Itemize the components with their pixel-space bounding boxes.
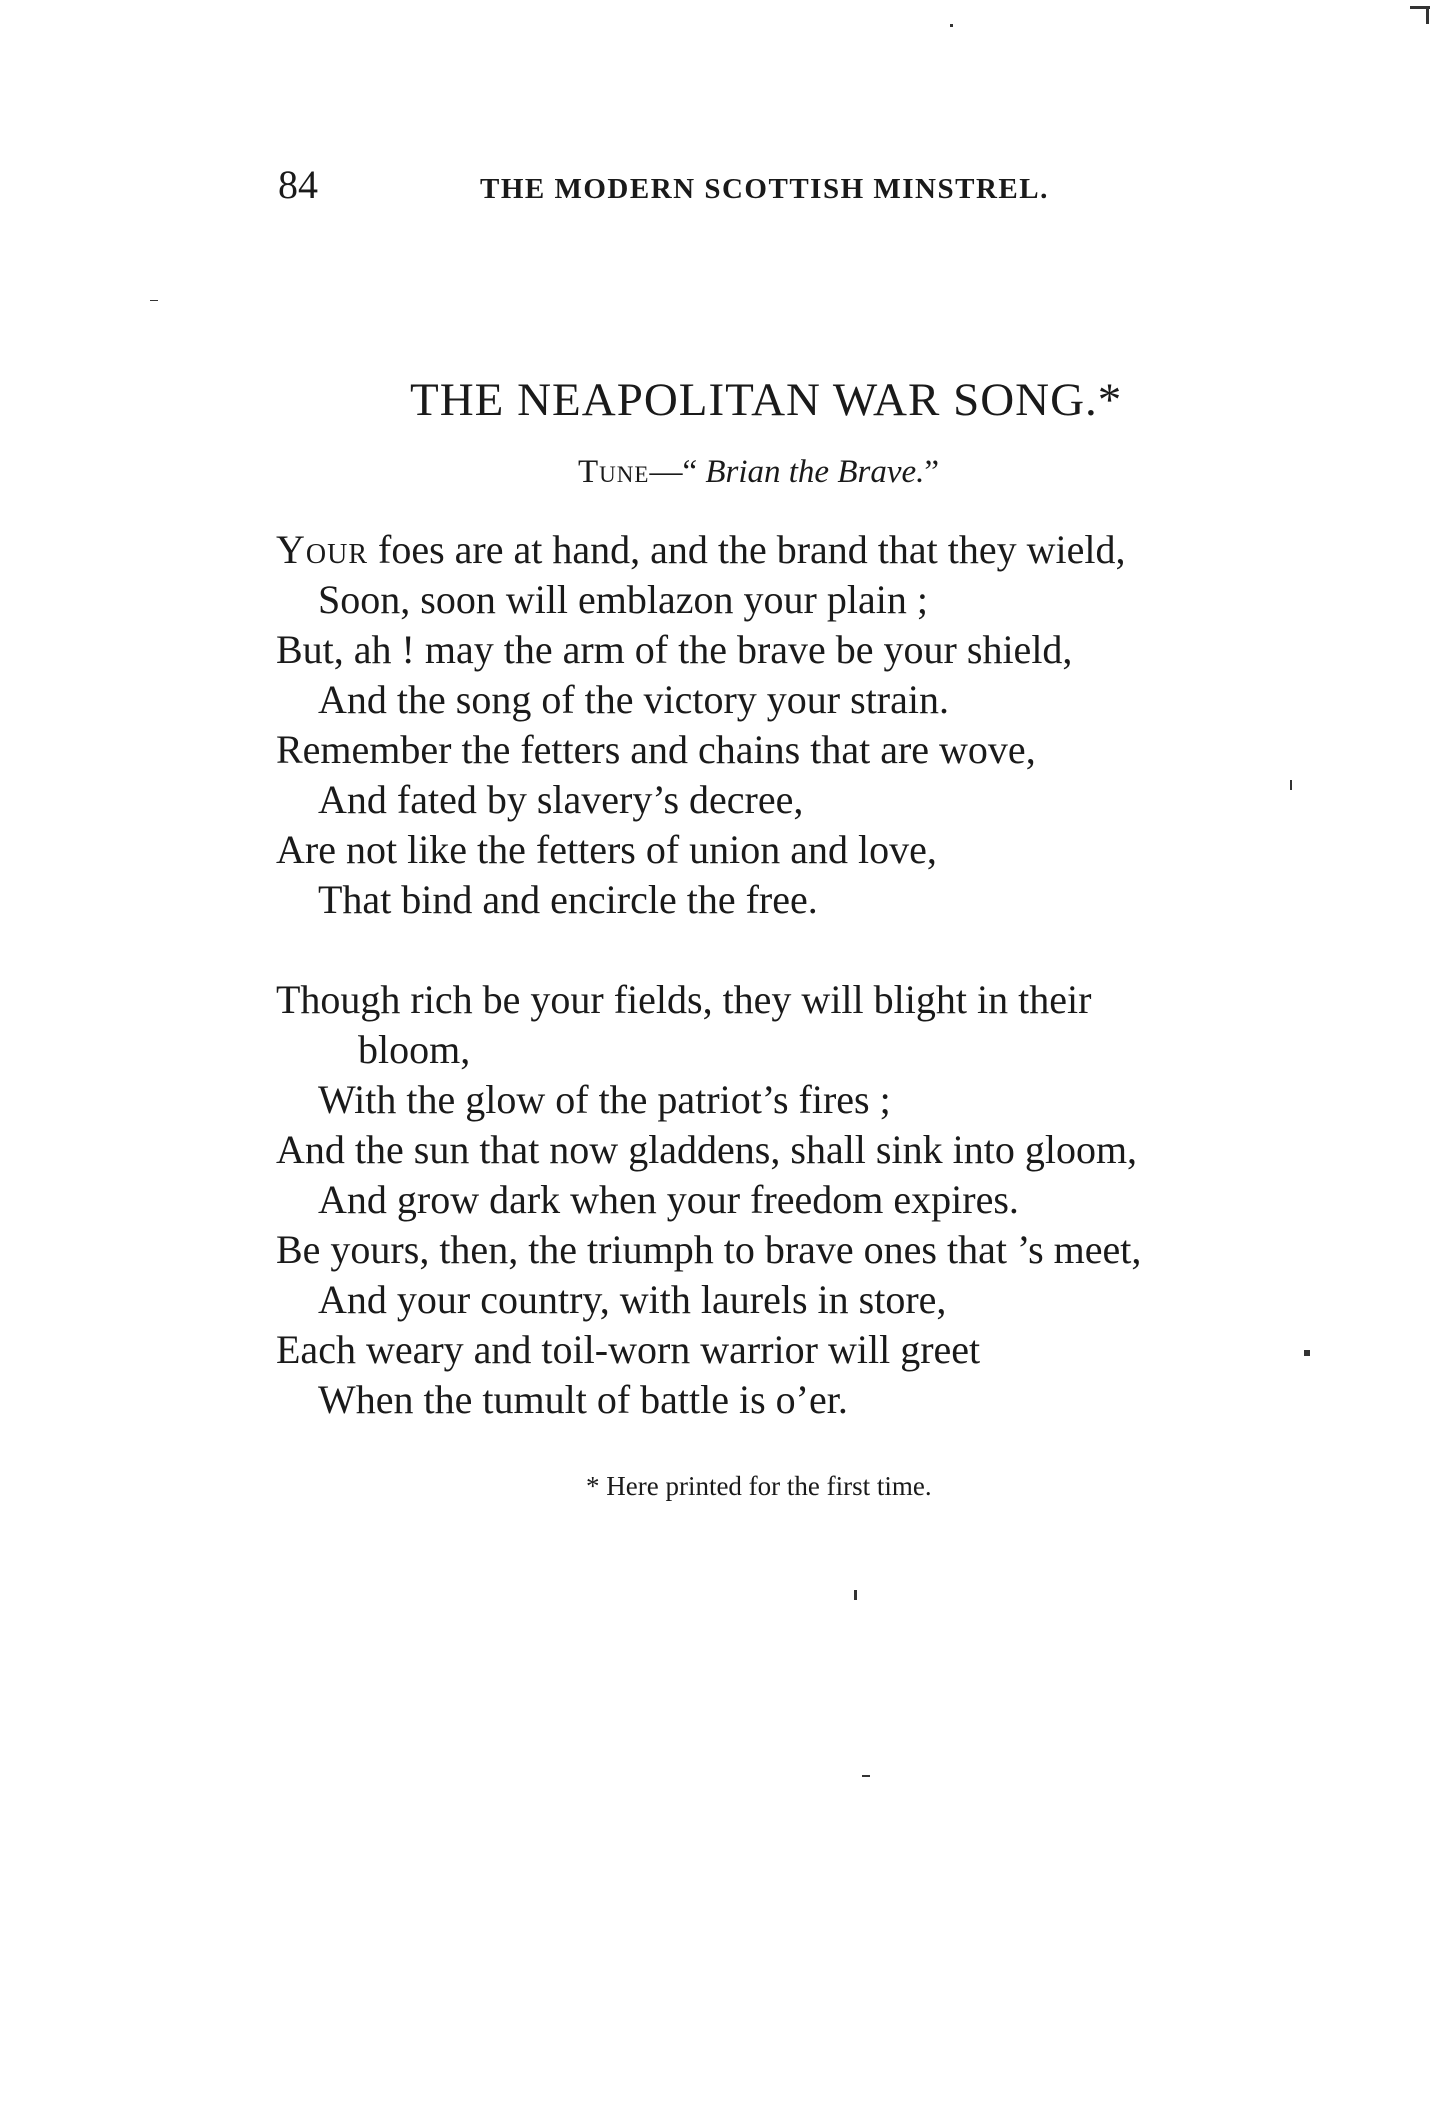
- verse-line: But, ah ! may the arm of the brave be your shield,: [276, 627, 1073, 672]
- page-number: 84: [278, 162, 318, 207]
- verse-line-text: foes are at hand, and the brand that they wield,: [368, 527, 1126, 572]
- tune-label: Tune: [578, 454, 650, 490]
- scan-speck: [862, 1775, 870, 1777]
- scan-speck: [150, 300, 158, 301]
- scan-speck: [950, 24, 953, 27]
- verse-line: Are not like the fetters of union and love,: [276, 827, 937, 872]
- verse-line: Each weary and toil-worn warrior will greet: [276, 1327, 981, 1372]
- verse-line: Though rich be your fields, they will blight in their: [276, 977, 1092, 1022]
- verse-line: That bind and encircle the free.: [318, 877, 818, 922]
- scan-speck: [1426, 6, 1429, 24]
- scan-speck: [1304, 1350, 1310, 1356]
- verse-line: [276, 525, 1296, 575]
- verse-line: Remember the fetters and chains that are wove,: [276, 727, 1036, 772]
- stanza-first-word: Your: [276, 527, 369, 572]
- verse-line: And the sun that now gladdens, shall sink into gloom,: [276, 1127, 1138, 1172]
- tune-close-quote: ”: [924, 454, 940, 490]
- verse-line-runover: bloom,: [358, 1027, 471, 1072]
- poem-title: THE NEAPOLITAN WAR SONG.*: [410, 374, 1123, 426]
- verse-line: Soon, soon will emblazon your plain ;: [318, 577, 928, 622]
- stanza-2: [276, 975, 1296, 1425]
- verse-line: And your country, with laurels in store,: [318, 1277, 947, 1322]
- verse-line: And grow dark when your freedom expires.: [318, 1177, 1019, 1222]
- verse-line: And fated by slavery’s decree,: [318, 777, 804, 822]
- scan-speck: [1290, 780, 1292, 790]
- verse-line: With the glow of the patriot’s fires ;: [318, 1077, 891, 1122]
- verse-line: Be yours, then, the triumph to brave ones that ’s meet,: [276, 1227, 1142, 1272]
- verse-line: When the tumult of battle is o’er.: [318, 1377, 848, 1422]
- running-head: [0, 160, 1437, 210]
- footnote: * Here printed for the first time.: [586, 1471, 932, 1501]
- verse-line: And the song of the victory your strain.: [318, 677, 949, 722]
- tune-line: [578, 450, 939, 494]
- tune-separator: —“: [649, 454, 706, 490]
- stanza-1: [276, 525, 1296, 925]
- tune-name: Brian the Brave.: [705, 454, 925, 490]
- scan-speck: [854, 1590, 857, 1600]
- running-head-title: THE MODERN SCOTTISH MINSTREL.: [480, 173, 1049, 205]
